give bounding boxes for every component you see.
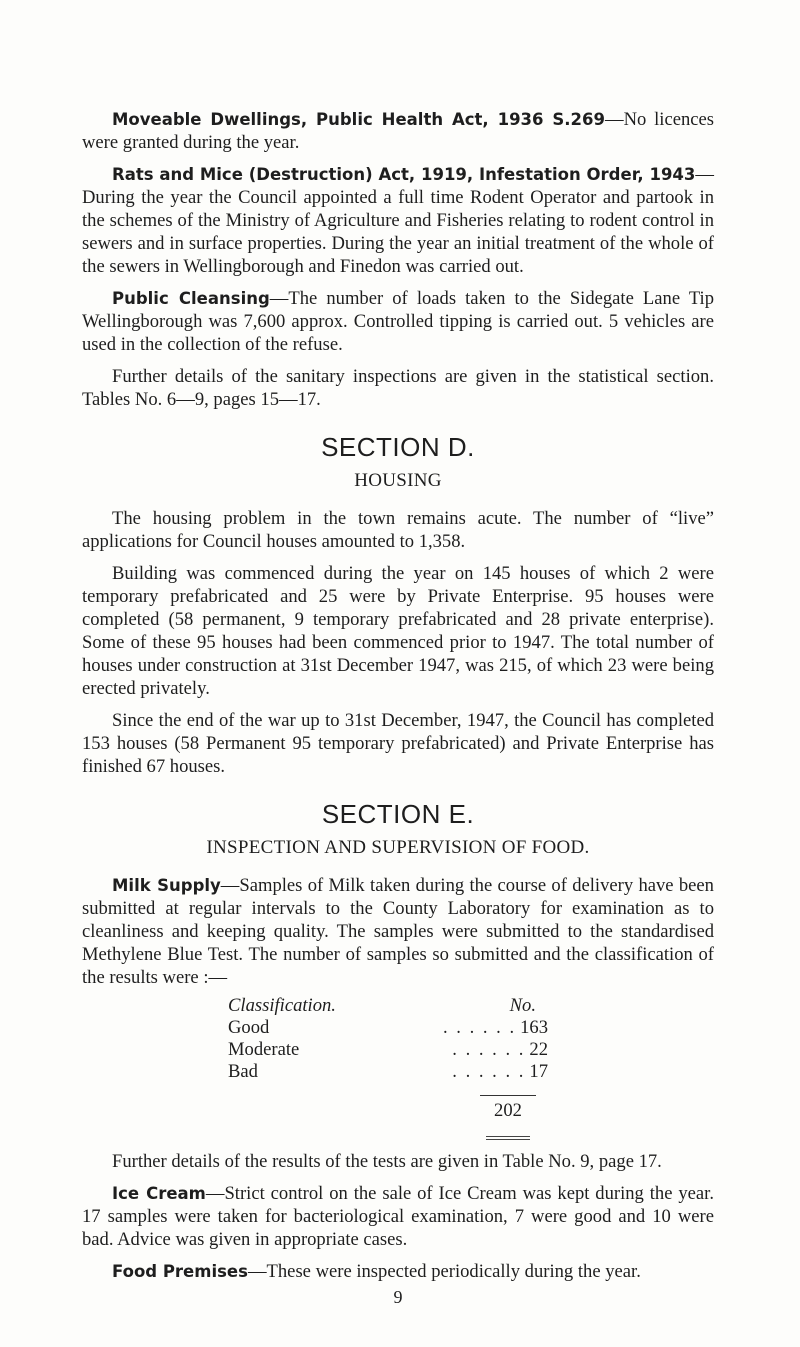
text-milk-supply: —Samples of Milk taken during the course of delivery have been submitted at regular intervals to the County Laboratory for examination as to cleanliness and keeping quality. The samples were submitted to the standardised Methylene Blue Test. The number of samples so submitted and the classification of the results were :—: [82, 875, 714, 988]
section-e-title: SECTION E.: [321, 799, 475, 829]
table-row: [228, 1017, 548, 1039]
paragraph-milk-supply: [82, 874, 714, 989]
text-public-cleansing: —The number of loads taken to the Sidegate Lane Tip Wellingborough was 7,600 approx. Controlled tipping is carried out. 5 vehicles are used in the collection of the refuse.: [82, 288, 714, 355]
page-number: 9: [393, 1287, 403, 1307]
row-value: 163: [520, 1017, 548, 1038]
heading-food-premises: Food Premises: [112, 1262, 248, 1281]
table-row: [228, 1039, 548, 1061]
section-d-title: SECTION D.: [321, 432, 475, 462]
row-label: Good: [228, 1017, 270, 1038]
paragraph-food-premises: [82, 1260, 714, 1283]
paragraph-housing-2: Building was commenced during the year on 145 houses of which 2 were temporary prefabricated and 25 were by Private Enterprise. 95 houses were completed (58 permanent, 9 temporary prefabricated and 28 private enterprise). Some of these 95 houses had been commenced prior to 1947. The total number of houses under construction at 31st December 1947, was 215, of which 23 were being erected privately.: [82, 563, 714, 699]
heading-milk-supply: Milk Supply: [112, 876, 221, 895]
paragraph-housing-1: The housing problem in the town remains acute. The number of “live” applications for Council houses amounted to 1,358.: [82, 508, 714, 552]
leader-dots: . . . . . .: [452, 1039, 526, 1060]
column-header-no: No.: [509, 995, 536, 1016]
heading-public-cleansing: Public Cleansing: [112, 289, 270, 308]
paragraph-housing-3: Since the end of the war up to 31st December, 1947, the Council has completed 153 houses (58 Permanent 95 temporary prefabricated) and Private Enterprise has finished 67 houses.: [82, 710, 714, 777]
text-moveable-dwellings: —No licences were granted during the year.: [82, 109, 715, 153]
text-ice-cream: —Strict control on the sale of Ice Cream was kept during the year. 17 samples were taken for bacteriological examination, 7 were good and 10 were bad. Advice was given in appropriate cases.: [82, 1183, 714, 1250]
table-total-row: [228, 1100, 548, 1122]
leader-dots: . . . . . .: [442, 1017, 517, 1038]
section-e-subtitle: INSPECTION AND SUPERVISION OF FOOD.: [206, 837, 590, 858]
double-rule: [486, 1136, 530, 1140]
text-rats-mice: — During the year the Council appointed a full time Rodent Operator and partook in the schemes of the Ministry of Agriculture and Fisheries relating to rodent control in sewers and in surface properties. During the year an initial treatment of the whole of the sewers in Wellingborough and Finedon was carried out.: [82, 164, 714, 277]
row-value: 17: [529, 1061, 548, 1082]
table-header: [228, 995, 548, 1017]
paragraph-further-sanitary: Further details of the sanitary inspections are given in the statistical section. Tables No. 6—9, pages 15—17.: [82, 366, 714, 410]
table-row: [228, 1061, 548, 1083]
paragraph-rats-mice: [82, 163, 714, 278]
heading-rats-mice: Rats and Mice (Destruction) Act, 1919, Infestation Order, 1943: [112, 165, 696, 184]
paragraph-moveable-dwellings: [82, 108, 714, 154]
heading-ice-cream: Ice Cream: [112, 1184, 206, 1203]
section-d-subtitle: HOUSING: [354, 470, 442, 491]
paragraph-further-results: Further details of the results of the tests are given in Table No. 9, page 17.: [112, 1151, 662, 1172]
heading-moveable-dwellings: Moveable Dwellings, Public Health Act, 1936 S.269: [112, 110, 606, 129]
text-food-premises: —These were inspected periodically during the year.: [247, 1261, 641, 1282]
row-value: 22: [529, 1039, 548, 1060]
leader-dots: . . . . . .: [452, 1061, 526, 1082]
table-total: 202: [494, 1100, 522, 1121]
row-label: Moderate: [228, 1039, 300, 1060]
row-label: Bad: [228, 1061, 258, 1082]
column-header-classification: Classification.: [228, 995, 336, 1016]
classification-table: [228, 995, 548, 1140]
paragraph-public-cleansing: [82, 287, 714, 356]
paragraph-ice-cream: [82, 1182, 714, 1251]
total-rule: [480, 1095, 536, 1096]
